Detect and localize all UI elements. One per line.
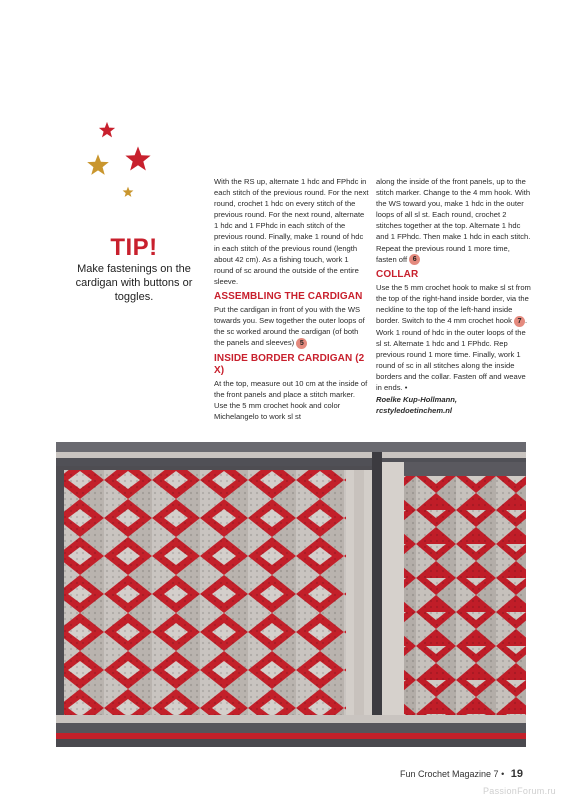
paragraph-collar-text-a: Use the 5 mm crochet hook to make sl st from the top of the right-hand inside border, via the neckline to the top of the left-hand inside border. Switch to the 4 mm crochet hook: [376, 283, 531, 326]
step-badge-6: 6: [409, 254, 420, 265]
page-footer: [400, 768, 523, 780]
tip-box: [74, 235, 194, 304]
page-number: 19: [510, 768, 523, 780]
end-bullet: •: [404, 383, 408, 393]
tip-title: TIP!: [110, 234, 158, 261]
step-badge-7: 7: [514, 316, 525, 327]
heading-inside-border: INSIDE BORDER CARDIGAN (2 X): [214, 352, 365, 376]
decorative-stars: [80, 115, 170, 205]
tip-body: Make fastenings on the cardigan with buttons or toggles.: [75, 263, 193, 303]
star-icon-gold-small: [122, 186, 134, 198]
heading-collar: COLLAR: [376, 269, 419, 281]
paragraph-sleeve-finish: With the RS up, alternate 1 hdc and FPhdc in each stitch of the previous round. For the next round, crochet 1 hdc on every stitch of the previous round. For the next round, alternate 1 hdc and 1 FPhdc in each stitch of the previous round. Finally, make 1 round of hdc in each stitch of the previous round (length about 42 cm). As a fishing touch, work 1 round of sc around the outside of the entire sleeve.: [214, 177, 369, 286]
paragraph-inside-border-cont: [376, 176, 532, 265]
paragraph-inside-border: At the top, measure out 10 cm at the inside of the front panels and place a stitch marker. Use the 5 mm crochet hook and color Michelangelo to work sl st: [214, 378, 368, 421]
heading-assembling: ASSEMBLING THE CARDIGAN: [214, 290, 363, 302]
author-name: Roelke Kup-Hollmann,: [376, 394, 458, 404]
paragraph-collar-text-b: . Work 1 round of hdc in the outer loops of the sl st. Alternate 1 hdc and 1 FPhdc. Rep previous round 1 more time. Finally, work 1 round of sc in all stitches along the inside borders and the collar. Fasten off and weave in ends.: [376, 316, 528, 393]
text-column-right: [376, 176, 532, 420]
star-icon-red-small: [98, 121, 116, 139]
paragraph-collar: [376, 282, 532, 416]
text-column-left: [214, 176, 370, 426]
magazine-name: Fun Crochet Magazine 7: [400, 769, 499, 779]
crochet-pattern-illustration: [56, 442, 526, 747]
star-icon-gold-large: [86, 153, 110, 177]
watermark: PassionForum.ru: [482, 786, 556, 796]
author-website: rcstyledoetinchem.nl: [376, 405, 452, 415]
paragraph-assembling-text: Put the cardigan in front of you with the WS towards you. Sew together the outer loops of the sc worked around the cardigan (of both the panels and sleeves): [214, 304, 365, 348]
paragraph-assembling: [214, 304, 370, 349]
star-icon-red-large: [124, 145, 152, 173]
step-badge-5: 5: [296, 338, 307, 349]
paragraph-inside-border-cont-text: along the inside of the front panels, up to the stitch marker. Change to the 4 mm hook. With the WS toward you, make 1 hdc in the outer loops of all sl st. Each round, crochet 2 stitches together at the top. Alternate 1 hdc and 1 FPhdc. Then make 1 hdc in each stitch. Repeat the previous round 1 more time, fasten off: [376, 177, 531, 264]
footer-bullet: •: [501, 769, 505, 779]
crochet-detail-photo: [56, 442, 526, 747]
